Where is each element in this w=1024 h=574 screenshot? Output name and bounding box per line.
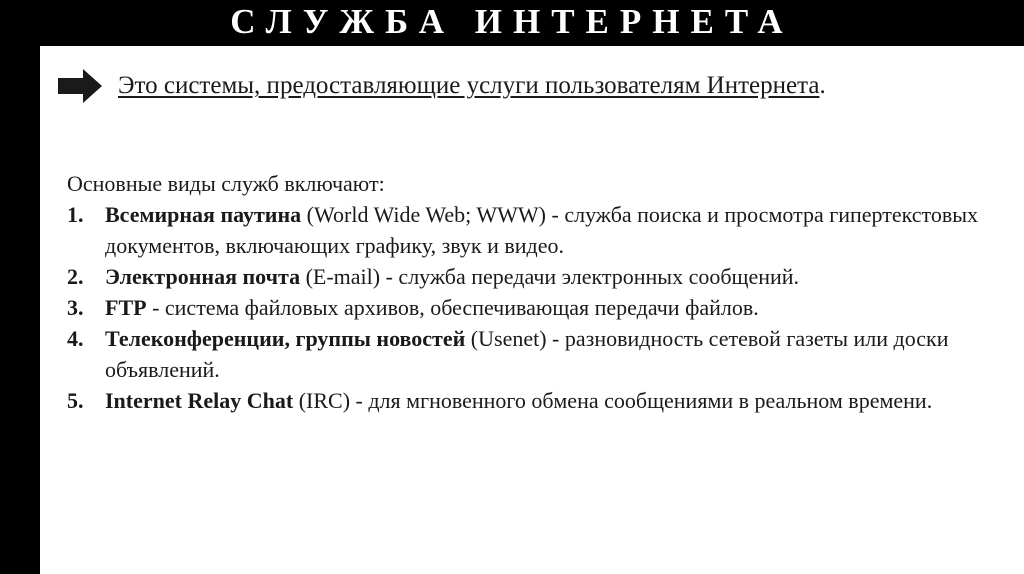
list-item-number: 1. (67, 202, 84, 227)
body-text (67, 168, 997, 416)
list-item-number: 5. (67, 388, 84, 413)
list-item-number: 3. (67, 295, 84, 320)
list-item-number: 4. (67, 326, 84, 351)
list-item-term: FTP (105, 295, 147, 320)
list-item (67, 199, 997, 261)
lead-text (118, 72, 826, 100)
page-title: СЛУЖБА ИНТЕРНЕТА (230, 2, 794, 41)
list-item-description: (World Wide Web; WWW) - служба поиска и просмотра гипертекстовых документов, включающих графику, звук и видео. (105, 202, 979, 258)
list-item-term: Электронная почта (105, 264, 301, 289)
title-bar (0, 0, 1024, 46)
list-item (67, 385, 997, 416)
arrow-right-icon (56, 68, 104, 104)
list-item-number: 2. (67, 264, 84, 289)
list-item (67, 292, 997, 323)
list-item-description: (IRC) - для мгновенного обмена сообщениями в реальном времени. (293, 388, 933, 413)
list-item (67, 323, 997, 385)
lead-text-tail: . (819, 72, 826, 99)
lead-line (56, 68, 826, 104)
list-item-term: Всемирная паутина (105, 202, 302, 227)
list-item-description: (E-mail) - служба передачи электронных сообщений. (300, 264, 800, 289)
intro-text: Основные виды служб включают: (67, 171, 385, 196)
lead-text-underlined: Это системы, предоставляющие услуги пользователям Интернета (118, 72, 820, 99)
content-panel (40, 46, 1024, 574)
list-item-term: Телеконференции, группы новостей (105, 326, 466, 351)
list-item-term: Internet Relay Chat (105, 388, 294, 413)
services-list (67, 199, 997, 416)
list-item (67, 261, 997, 292)
list-item-description: (Usenet) - разновидность сетевой газеты или доски объявлений. (105, 326, 949, 382)
list-item-description: - система файловых архивов, обеспечивающая передачи файлов. (146, 295, 759, 320)
